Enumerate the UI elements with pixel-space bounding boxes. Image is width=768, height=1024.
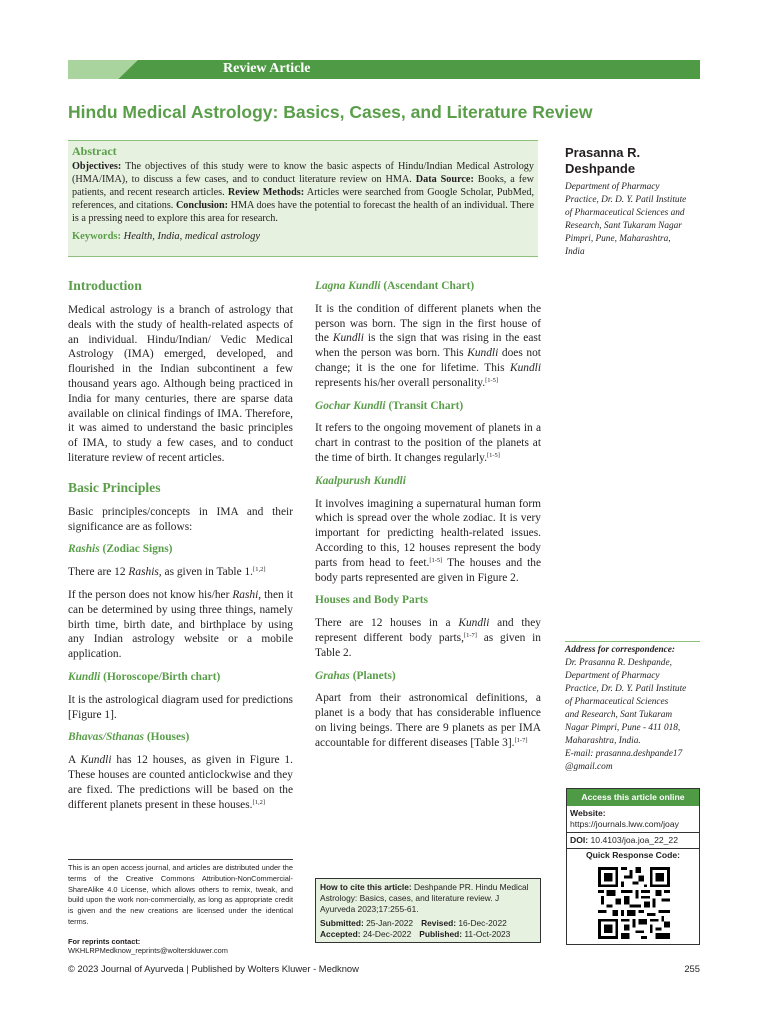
date-label: Accepted: xyxy=(320,929,361,939)
correspondence-line: Nagar Pimpri, Pune - 411 018, xyxy=(565,723,681,733)
subheading-bhavas xyxy=(68,730,293,745)
date-value: 11-Oct-2023 xyxy=(464,929,511,939)
date-value: 16-Dec-2022 xyxy=(458,918,507,928)
author-affiliation xyxy=(565,181,710,259)
data-source-label: Data Source: xyxy=(415,174,474,185)
paragraph-gochar-kundli xyxy=(315,421,541,465)
text-run: Rashis, xyxy=(128,566,162,579)
subheading-term: Lagna Kundli xyxy=(315,280,381,292)
text-run: Kundli xyxy=(509,361,541,374)
paragraph-lagna-kundli xyxy=(315,302,541,391)
date-value: 25-Jan-2022 xyxy=(366,918,414,928)
subheading-term: Kaalpurush Kundli xyxy=(315,474,406,487)
subheading-houses-body-parts: Houses and Body Parts xyxy=(315,594,428,607)
subheading-rest: (Houses) xyxy=(146,731,190,744)
website-label: Website: xyxy=(570,808,606,818)
license-divider xyxy=(68,859,293,860)
published-date xyxy=(419,929,510,940)
dates-block xyxy=(320,918,536,940)
paragraph-basic-principles: Basic principles/concepts in IMA and their significance are as follows: xyxy=(68,505,293,533)
paragraph-introduction: Medical astrology is a branch of astrology that deals with the study of health-related aspects of an individual. Hindu/Indian/ Vedic Medical Astrology (IMA) emerged, developed, and flourished in the Indian subcontinent a few thousand years ago. Although being practiced in India for many centuries, there are sparse data available on clinical findings of IMA. Therefore, it was aimed to understand the basic principles of IMA, to study a few cases, and to conduct literature review of recent articles. xyxy=(68,304,293,464)
paragraph-rashis-1 xyxy=(68,565,293,580)
paragraph-bhavas xyxy=(68,753,293,812)
dates-row xyxy=(320,929,536,940)
correspondence-line: Department of Pharmacy xyxy=(565,671,660,681)
review-methods-text: Articles were searched from Google Scholar, PubMed, references, and citations. xyxy=(72,187,534,211)
dates-row xyxy=(320,918,536,929)
footer-copyright: © 2023 Journal of Ayurveda | Published by Wolters Kluwer - Medknow xyxy=(68,963,359,974)
conclusion-text: HMA does have the potential to forecast the health of an individual. There is a pressing need to explore this area for research. xyxy=(72,200,534,224)
date-label: Revised: xyxy=(421,918,457,928)
doi-label: DOI: xyxy=(570,835,589,845)
paragraph-kundli: It is the astrological diagram used for predictions [Figure 1]. xyxy=(68,693,293,721)
objectives-text: The objectives of this study were to know the basic aspects of Hindu/Indian Medical Astrology (HMA/IMA), to discuss a few cases, and to conduct literature review on HMA. xyxy=(72,161,534,185)
access-header: Access this article online xyxy=(567,789,699,806)
text-run: The houses and the body parts represented are given in Figure 2. xyxy=(315,556,542,584)
affiliation-line: Department of Pharmacy xyxy=(565,182,660,192)
correspondence-line: Practice, Dr. D. Y. Patil Institute xyxy=(565,684,687,694)
qr-label: Quick Response Code: xyxy=(585,850,681,860)
citation-ref[interactable]: [1-7] xyxy=(514,736,528,744)
affiliation-line: Pimpri, Pune, Maharashtra, xyxy=(565,234,671,244)
citation-ref[interactable]: [1-5] xyxy=(429,556,443,564)
access-online-box xyxy=(566,788,700,945)
website-row xyxy=(567,806,699,833)
text-run: Rashi xyxy=(232,588,259,601)
correspondence-divider xyxy=(565,641,700,642)
abstract-box xyxy=(68,140,538,257)
text-run: as given in Table 2. xyxy=(315,631,541,659)
date-label: Submitted: xyxy=(320,918,364,928)
column-right xyxy=(315,279,541,759)
revised-date xyxy=(421,918,507,929)
subheading-lagna-kundli xyxy=(315,279,541,294)
text-run: is the sign that was rising in the east when the person was born. This xyxy=(315,332,541,360)
correspondence-line: Dr. Prasanna R. Deshpande, xyxy=(565,658,672,668)
correspondence-line: of Pharmaceutical Sciences xyxy=(565,697,669,707)
paragraph-kaalpurush-kundli xyxy=(315,497,541,586)
doi-link[interactable]: 10.4103/joa.joa_22_22 xyxy=(590,835,678,845)
submitted-date xyxy=(320,918,413,929)
subheading-rest: (Transit Chart) xyxy=(388,399,464,412)
subheading-rest: (Horoscope/Birth chart) xyxy=(103,670,221,683)
text-run: represents his/her overall personality. xyxy=(315,376,486,389)
correspondence-line: and Research, Sant Tukaram xyxy=(565,710,673,720)
abstract-text xyxy=(72,160,534,225)
article-type-label: Review Article xyxy=(223,61,311,76)
banner-accent xyxy=(68,60,138,79)
text-run: Kundli xyxy=(332,332,364,345)
text-run: There are 12 xyxy=(68,566,126,579)
article-type-banner xyxy=(68,60,700,79)
page-footer xyxy=(68,963,700,974)
section-heading-basic-principles: Basic Principles xyxy=(68,479,161,495)
correspondence-email[interactable]: @gmail.com xyxy=(565,762,613,772)
text-run: and they represent different body parts, xyxy=(315,617,541,644)
citation-ref[interactable]: [1,2] xyxy=(253,566,266,574)
paragraph-rashis-2 xyxy=(68,588,293,662)
citation-box xyxy=(315,878,541,943)
keywords-label: Keywords: xyxy=(72,231,121,242)
text-run: A xyxy=(68,754,76,767)
reprint-email[interactable]: WKHLRPMedknow_reprints@wolterskluwer.com xyxy=(68,946,228,955)
citation-ref[interactable]: [1,2] xyxy=(252,798,265,806)
date-label: Published: xyxy=(419,929,463,939)
license-note: This is an open access journal, and articles are distributed under the terms of the Creative Commons Attribution-NonCommercial-ShareAlike 4.0 License, which allows others to remix, tweak, and build upon the work non-commercially, as long as appropriate credit is given and the new creations are licensed under the identical terms. xyxy=(68,863,293,926)
text-run: has 12 houses, as given in Figure 1. These houses are counted anticlockwise and they are fixed. The predictions will be based on the different planets present in these houses. xyxy=(68,754,293,811)
affiliation-line: of Pharmaceutical Sciences and xyxy=(565,208,685,218)
doi-row xyxy=(567,833,699,849)
subheading-rest: (Planets) xyxy=(352,669,396,682)
subheading-term: Gochar Kundli xyxy=(315,399,386,412)
text-run: If the person does not know his/her xyxy=(68,588,230,601)
author-name xyxy=(565,145,705,177)
keywords xyxy=(72,231,534,242)
website-link[interactable]: https://journals.lww.com/joay xyxy=(570,819,679,829)
subheading-grahas xyxy=(315,669,541,684)
article-title: Hindu Medical Astrology: Basics, Cases, and Literature Review xyxy=(68,102,593,122)
page-number: 255 xyxy=(684,963,700,974)
reprint-contact xyxy=(68,937,298,955)
text-run: as given in Table 1. xyxy=(164,566,254,579)
subheading-kaalpurush-kundli xyxy=(315,474,541,489)
subheading-term: Rashis xyxy=(68,543,100,556)
subheading-rest: (Ascendant Chart) xyxy=(383,280,475,292)
author-name-line: Prasanna R. xyxy=(565,145,641,160)
subheading-rest: (Zodiac Signs) xyxy=(102,543,173,556)
conclusion-label: Conclusion: xyxy=(175,200,229,211)
text-run: Kundli xyxy=(80,754,112,767)
text-run: Apart from their astronomical definitions, a planet is a body that has considerable influence on living beings. There are 9 planets as per IMA accountable for different diseases [Table 3]. xyxy=(315,692,541,749)
affiliation-line: Practice, Dr. D. Y. Patil Institute xyxy=(565,195,687,205)
subheading-kundli xyxy=(68,670,293,685)
citation-ref[interactable]: [1-5] xyxy=(486,451,500,459)
citation-ref[interactable]: [1-7] xyxy=(463,631,477,639)
subheading-term: Bhavas/Sthanas xyxy=(68,731,144,744)
subheading-term: Grahas xyxy=(315,669,350,682)
date-value: 24-Dec-2022 xyxy=(362,929,412,939)
cite-text: Deshpande PR. Hindu Medical Astrology: Basics, cases, and literature review. J Ayurveda 2023;17:255-61. xyxy=(320,882,529,914)
qr-code-icon[interactable] xyxy=(598,867,670,939)
reprint-label: For reprints contact: xyxy=(68,937,141,946)
text-run: Kundli xyxy=(458,617,490,630)
affiliation-line: Research, Sant Tukaram Nagar xyxy=(565,221,682,231)
text-run: does not change; it is the one for lifetime. This xyxy=(315,347,541,374)
subheading-rashis xyxy=(68,542,293,557)
subheading-gochar-kundli xyxy=(315,399,541,414)
subheading-term: Kundli xyxy=(68,670,101,683)
abstract-heading: Abstract xyxy=(72,144,117,158)
paragraph-houses-body-parts xyxy=(315,616,541,660)
paragraph-grahas xyxy=(315,691,541,750)
section-heading-introduction: Introduction xyxy=(68,278,142,293)
correspondence-email[interactable]: E-mail: prasanna.deshpande17 xyxy=(565,749,683,759)
text-run: It refers to the ongoing movement of planets in a chart in contrast to the position of the planets at the time of birth. It changes regularly. xyxy=(315,422,541,464)
column-left xyxy=(68,278,293,820)
data-source-text: Books, a few patients, and recent research articles. xyxy=(72,174,534,198)
correspondence-line: Maharashtra, India. xyxy=(565,736,641,746)
citation-ref[interactable]: [1-5] xyxy=(485,376,499,384)
text-run: It is the condition of different planets when the person was born. The sign in the first house of the xyxy=(315,302,541,345)
text-run: There are 12 houses in a xyxy=(315,617,451,630)
correspondence-label: Address for correspondence: xyxy=(565,645,676,655)
keywords-text: Health, India, medical astrology xyxy=(123,231,261,242)
text-run: Kundli xyxy=(467,347,499,360)
author-name-line: Deshpande xyxy=(565,161,636,176)
review-methods-label: Review Methods: xyxy=(227,187,305,198)
cite-label: How to cite this article: xyxy=(320,882,412,892)
objectives-label: Objectives: xyxy=(72,161,122,172)
accepted-date xyxy=(320,929,411,940)
text-run: It involves imagining a supernatural human form which is spread over the whole zodiac. It is very important for predicting health-related issues. According to this, 12 houses represent the body parts from head to feet. xyxy=(315,497,541,569)
affiliation-line: India xyxy=(565,247,585,257)
text-run: , then it can be determined by using three things, namely birth time, birth date, and birthplace by using any Indian astrology website or a mobile application. xyxy=(68,588,293,661)
correspondence-address xyxy=(565,644,705,774)
